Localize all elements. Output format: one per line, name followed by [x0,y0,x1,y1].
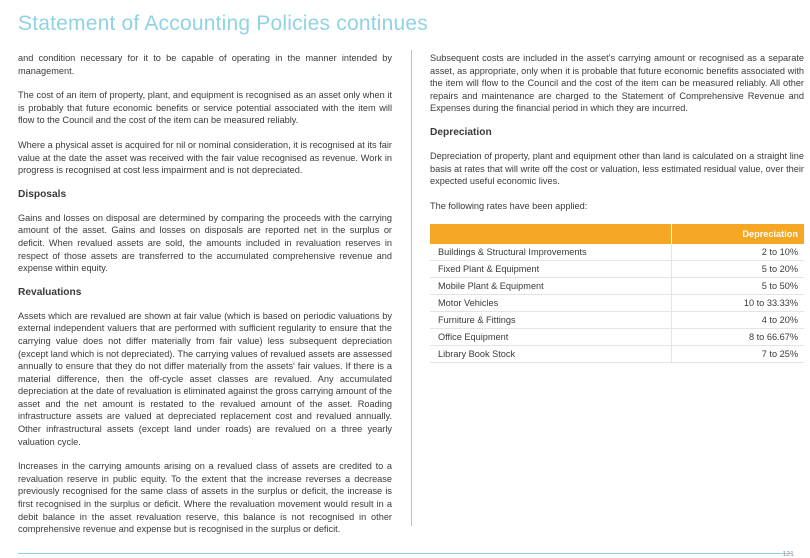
column-divider [411,50,412,526]
table-row [430,295,804,312]
paragraph-rates-intro: The following rates have been applied: [430,200,588,211]
table-header-category [430,224,672,244]
paragraph-physical-asset: Where a physical asset is acquired for nil or nominal consideration, it is recognised at its fair value at the date the asset was received with the fair value recognised as revenue. Work in progress is recognised at cost less impairment and is not depreciated. [18,139,392,176]
row-rate: 7 to 25% [672,346,805,363]
row-category: Buildings & Structural Improvements [430,244,672,261]
row-rate: 5 to 50% [672,278,805,295]
footer-rule [18,553,792,554]
row-category: Motor Vehicles [430,295,672,312]
row-rate: 10 to 33.33% [672,295,805,312]
paragraph-condition: and condition necessary for it to be capable of operating in the manner intended by management. [18,53,392,76]
right-column [430,52,804,363]
left-column [18,52,392,548]
heading-depreciation: Depreciation [430,126,492,138]
page-title: Statement of Accounting Policies continues [18,12,428,35]
row-rate: 5 to 20% [672,261,805,278]
row-rate: 4 to 20% [672,312,805,329]
table-row [430,261,804,278]
paragraph-depreciation: Depreciation of property, plant and equipment other than land is calculated on a straight line basis at rates that will write off the cost or valuation, less estimated residual value, over their expected useful economic lives. [430,150,804,187]
row-rate: 8 to 66.67% [672,329,805,346]
paragraph-revaluation-increases: Increases in the carrying amounts arising on a revalued class of assets are credited to a revaluation reserve in public equity. To the extent that the increase reverses a decrease previously recognised for the same class of assets in the surplus or deficit, the increase is first recognised in the surplus or deficit. Where the revaluation movement would result in a debit balance in the asset revaluation reserve, this balance is not recognised in other comprehensive revenue and expense but is recognised in the surplus or deficit. [18,461,392,535]
table-row [430,278,804,295]
table-row [430,346,804,363]
row-category: Library Book Stock [430,346,672,363]
paragraph-subsequent-costs: Subsequent costs are included in the asset's carrying amount or recognised as a separate asset, as appropriate, only when it is probable that future economic benefits associated with the item will flow to the Council and the cost of the item can be measured reliably. All other repairs and maintenance are charged to the Statement of Comprehensive Revenue and Expenses during the financial period in which they are incurred. [430,53,804,114]
row-category: Fixed Plant & Equipment [430,261,672,278]
paragraph-disposals: Gains and losses on disposal are determined by comparing the proceeds with the carrying amount of the asset. Gains and losses on disposals are reported net in the surplus or deficit. When revalued assets are sold, the amounts included in revaluation reserves in respect of those assets are transferred to the accumulated comprehensive revenue and expense within equity. [18,212,392,274]
heading-disposals: Disposals [18,188,67,200]
table-header-row [430,224,804,244]
table-row [430,312,804,329]
row-category: Mobile Plant & Equipment [430,278,672,295]
table-row [430,244,804,261]
paragraph-cost: The cost of an item of property, plant, and equipment is recognised as an asset only when it is probably that future economic benefits or service potential associated with the item will flow to the Council and the cost of the item can be measured reliably. [18,90,392,126]
table-header-depreciation: Depreciation [672,224,805,244]
row-rate: 2 to 10% [672,244,805,261]
page-number: 121 [782,551,794,558]
row-category: Furniture & Fittings [430,312,672,329]
heading-revaluations: Revaluations [18,286,82,298]
depreciation-rates-table [430,224,804,363]
row-category: Office Equipment [430,329,672,346]
paragraph-revaluations: Assets which are revalued are shown at fair value (which is based on periodic valuations by external independent valuers that are performed with sufficient regularity to ensure that the carrying value does not differ materially from fair value) less subsequent depreciation (except land which is not depreciated). The carrying values of revalued assets are assessed annually to ensure that they do not differ materially from the assets' fair values. If there is a material difference, then the off-cycle asset classes are revalued. Any accumulated depreciation at the date of revaluation is eliminated against the gross carrying amount of the asset and the net amount is restated to the revalued amount of the asset. Roading infrastructure assets are valued at depreciated replacement cost and revalued annually. Other infrastructural assets (except land under roads) are revalued on a three yearly valuation cycle. [18,310,392,447]
table-row [430,329,804,346]
